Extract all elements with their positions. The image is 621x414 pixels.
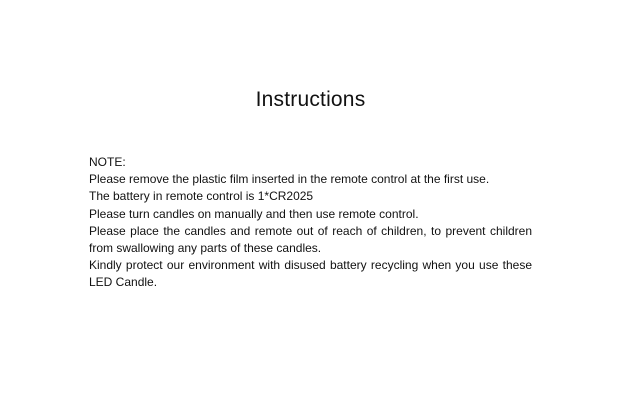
note-heading: NOTE: [89, 155, 126, 169]
note-paragraph-children-safety: Please place the candles and remote out of reach of children, to prevent children from swallowing any parts of these candles. [89, 223, 532, 256]
note-line-battery: The battery in remote control is 1*CR2025 [89, 189, 314, 204]
note-paragraph-recycling: Kindly protect our environment with disused battery recycling when you use these LED Candle. [89, 258, 532, 290]
note-line-turn-on: Please turn candles on manually and then use remote control. [89, 206, 419, 221]
instructions-notes [89, 154, 532, 292]
document-title: Instructions [255, 88, 366, 111]
note-line-remove-film: Please remove the plastic film inserted in the remote control at the first use. [89, 172, 490, 187]
